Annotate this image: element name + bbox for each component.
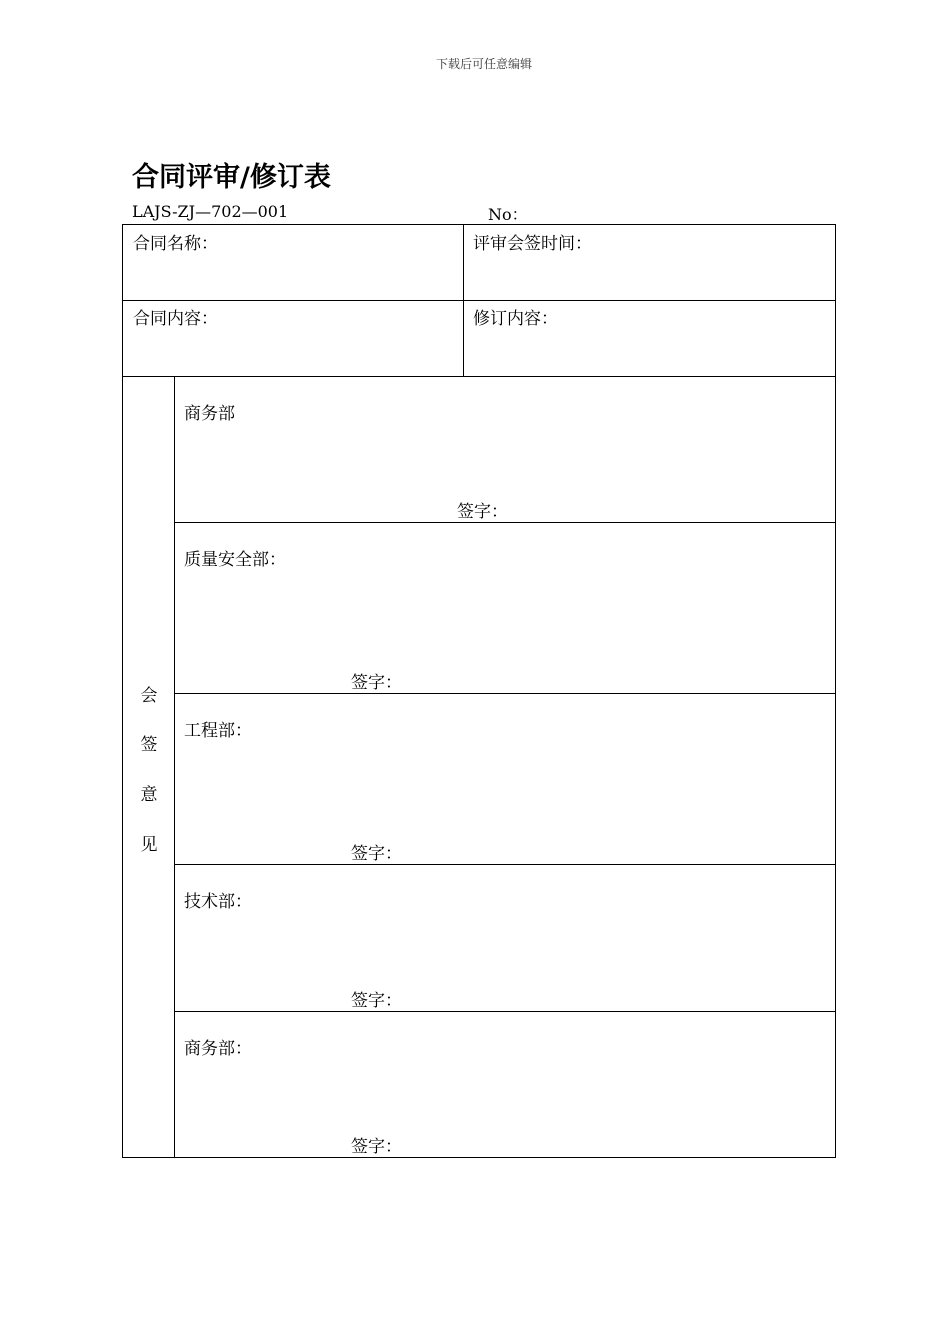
contract-content-cell[interactable] bbox=[122, 300, 464, 377]
department-opinion-cell[interactable] bbox=[174, 376, 836, 523]
signature-label: 签字： bbox=[351, 991, 402, 1011]
department-name: 质量安全部： bbox=[184, 550, 286, 570]
review-time-cell[interactable] bbox=[463, 224, 836, 301]
contract-content-label: 合同内容： bbox=[133, 309, 218, 329]
contract-name-cell[interactable] bbox=[122, 224, 464, 301]
page-title: 合同评审/修订表 bbox=[132, 162, 331, 193]
department-opinion-cell[interactable] bbox=[174, 864, 836, 1012]
countersign-vertical-char: 意 bbox=[140, 785, 158, 805]
signature-label: 签字： bbox=[351, 1137, 402, 1157]
signature-label: 签字： bbox=[351, 673, 402, 693]
department-name: 商务部 bbox=[184, 404, 235, 424]
countersign-vertical-char: 签 bbox=[140, 735, 158, 755]
department-name: 商务部： bbox=[184, 1039, 252, 1059]
contract-name-label: 合同名称： bbox=[133, 234, 218, 254]
department-opinion-cell[interactable] bbox=[174, 693, 836, 865]
countersign-vertical-char: 见 bbox=[140, 835, 158, 855]
header-note: 下载后可任意编辑 bbox=[435, 57, 532, 71]
document-code: LAJS-ZJ—702—001 bbox=[132, 202, 289, 221]
review-time-label: 评审会签时间： bbox=[473, 234, 592, 254]
signature-label: 签字： bbox=[457, 502, 508, 522]
revision-content-label: 修订内容： bbox=[473, 309, 558, 329]
countersign-vertical-char: 会 bbox=[140, 686, 158, 706]
department-opinion-cell[interactable] bbox=[174, 1011, 836, 1158]
department-name: 技术部： bbox=[184, 892, 252, 912]
revision-content-cell[interactable] bbox=[463, 300, 836, 377]
department-name: 工程部： bbox=[184, 721, 252, 741]
countersign-label-cell bbox=[122, 376, 175, 1158]
signature-label: 签字： bbox=[351, 844, 402, 864]
department-opinion-cell[interactable] bbox=[174, 522, 836, 694]
document-number-label: No： bbox=[488, 205, 528, 224]
